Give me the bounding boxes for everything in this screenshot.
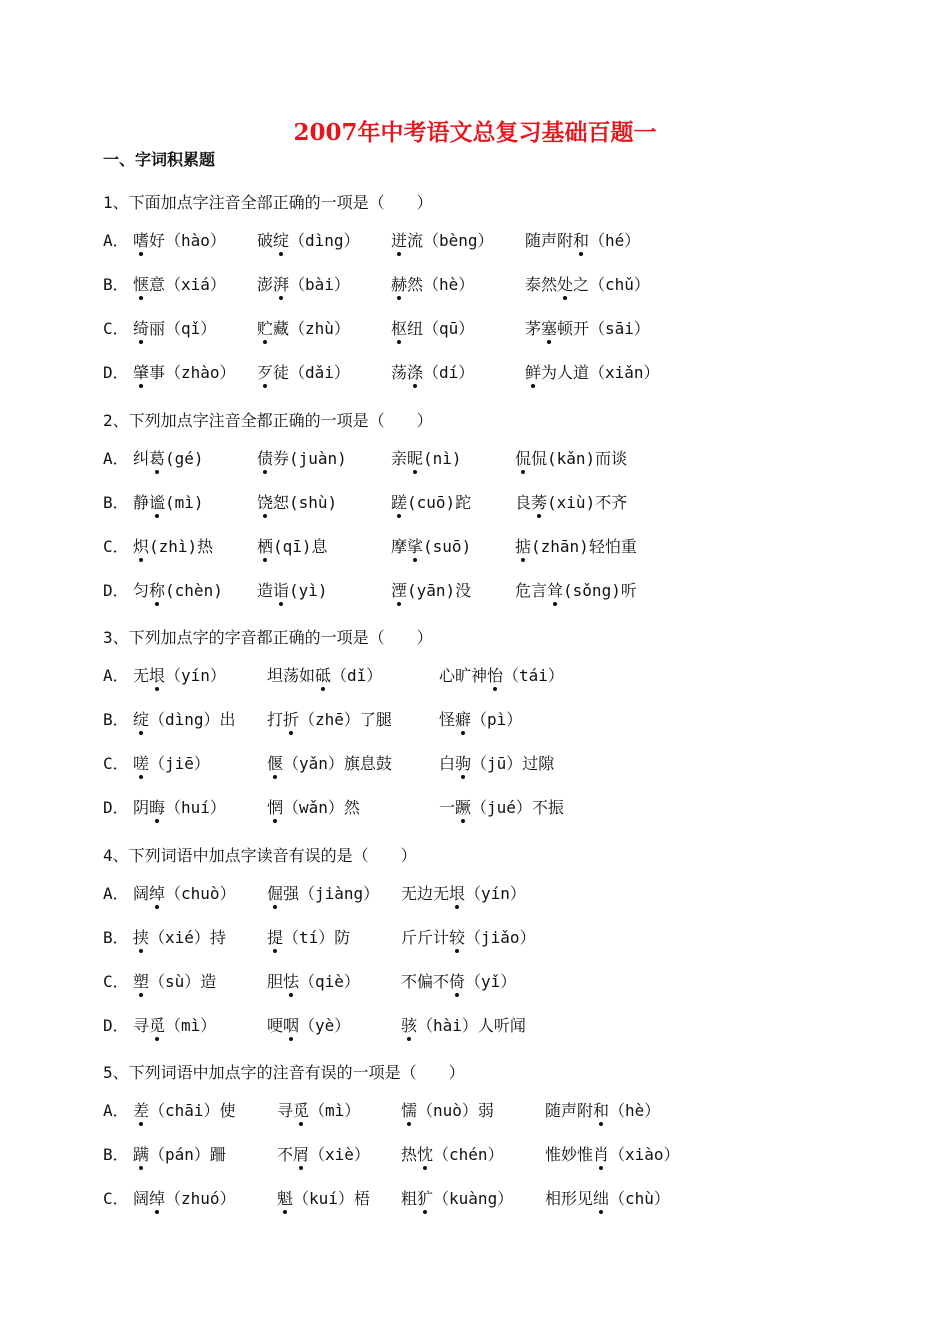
option-item (277, 1142, 370, 1165)
option-letter: B． (103, 493, 129, 512)
option-text: 泰然 (525, 275, 558, 294)
option-letter: D． (103, 1016, 129, 1035)
option-text: 纠 (133, 449, 150, 468)
option-text: （pì） (471, 710, 523, 729)
option-text: （hé） (589, 231, 641, 250)
option-row (103, 272, 863, 296)
option-item (525, 272, 650, 295)
dotted-character: 肇 (133, 360, 149, 383)
option-letter: A． (103, 449, 129, 468)
option-text: (nì) (423, 449, 462, 468)
dotted-character: 鲜 (525, 360, 541, 383)
dotted-character: 葛 (149, 446, 165, 469)
option-text: （jū）过隙 (471, 754, 555, 773)
dotted-character: 驹 (455, 751, 471, 774)
dotted-character: 砥 (315, 663, 331, 686)
option-text: （yǎn）旗息鼓 (283, 754, 392, 773)
option-text: 徒（dǎi） (273, 363, 350, 382)
option-text: （mì） (165, 1016, 217, 1035)
option-text: （jué）不振 (471, 798, 564, 817)
option-item (133, 1186, 236, 1209)
option-text: 一 (439, 798, 456, 817)
option-text: (mì) (165, 493, 204, 512)
dotted-character: 犷 (417, 1186, 433, 1209)
option-text: 丽（qǐ） (149, 319, 217, 338)
dotted-character: 魁 (277, 1186, 293, 1209)
option-text: 荡 (391, 363, 408, 382)
dotted-character: 绽 (133, 707, 149, 730)
option-text: 意（xiá） (149, 275, 226, 294)
option-item (133, 1013, 216, 1036)
option-text: （chù） (609, 1189, 670, 1208)
dotted-character: 咽 (283, 1013, 299, 1036)
dotted-character: 贮 (257, 316, 273, 339)
dotted-character: 称 (149, 578, 165, 601)
option-letter: C． (103, 972, 129, 991)
option-text: 寻 (133, 1016, 150, 1035)
dotted-character: 掂 (515, 534, 531, 557)
option-text: （huí） (165, 798, 226, 817)
option-text: （dí） (423, 363, 475, 382)
option-item (133, 969, 216, 992)
option-text: （xié）持 (149, 928, 226, 947)
option-item (267, 969, 360, 992)
dotted-character: 偃 (267, 751, 283, 774)
option-item (391, 534, 471, 557)
option-text: 亲 (391, 449, 408, 468)
dotted-character: 怯 (283, 969, 299, 992)
dotted-character: 较 (449, 925, 465, 948)
option-item (439, 795, 564, 818)
option-item (133, 446, 204, 469)
option-text: 阴 (133, 798, 150, 817)
dotted-character: 倔 (267, 881, 283, 904)
option-text: 胆 (267, 972, 284, 991)
option-text: 热 (401, 1145, 418, 1164)
option-letter: A． (103, 666, 129, 685)
option-row (103, 969, 863, 993)
option-text: 哽 (267, 1016, 284, 1035)
dotted-character: 觅 (149, 1013, 165, 1036)
option-item (257, 446, 347, 469)
option-item (401, 881, 526, 904)
dotted-character: 处 (557, 272, 573, 295)
option-text: 藏（zhù） (273, 319, 350, 338)
option-item (257, 578, 328, 601)
option-item (401, 1186, 513, 1209)
option-text: (zhān)轻怕重 (531, 537, 637, 556)
option-item (133, 228, 226, 251)
option-text: （chāi）使 (149, 1101, 236, 1120)
option-text: (yān)没 (407, 581, 472, 600)
option-text: 券(juàn) (273, 449, 347, 468)
option-item (267, 751, 392, 774)
option-text: （kuí）梧 (293, 1189, 370, 1208)
option-item (257, 272, 350, 295)
dotted-character: 塑 (133, 969, 149, 992)
option-item (267, 925, 350, 948)
option-text: 随声附 (525, 231, 574, 250)
option-row (103, 663, 863, 687)
option-row (103, 316, 863, 340)
option-text: 茅 (525, 319, 542, 338)
option-text: 好（hào） (149, 231, 226, 250)
option-text: （mì） (309, 1101, 361, 1120)
dotted-character: 栖 (257, 534, 273, 557)
option-text: （hài）人听闻 (417, 1016, 526, 1035)
option-text: （dìng） (289, 231, 360, 250)
option-text: （nuò）弱 (417, 1101, 494, 1120)
option-row (103, 925, 863, 949)
option-item (133, 751, 210, 774)
option-text: (chèn) (165, 581, 223, 600)
dotted-character: 垠 (449, 881, 465, 904)
option-text: 然（hè） (407, 275, 475, 294)
option-item (545, 1142, 680, 1165)
option-text: 粗 (401, 1189, 418, 1208)
option-item (525, 360, 660, 383)
option-text: （sù）造 (149, 972, 217, 991)
option-row (103, 534, 863, 558)
page-title: 2007年中考语文总复习基础百题一 (293, 119, 657, 146)
option-text: （xiào） (609, 1145, 680, 1164)
dotted-character: 倚 (449, 969, 465, 992)
option-text: 良 (515, 493, 532, 512)
option-item (277, 1186, 370, 1209)
dotted-character: 惬 (133, 272, 149, 295)
option-item (391, 360, 474, 383)
option-letter: D． (103, 363, 129, 382)
option-text: （yǐ） (465, 972, 517, 991)
dotted-character: 嗜 (133, 228, 149, 251)
option-item (257, 534, 328, 557)
option-item (391, 272, 474, 295)
option-letter: B． (103, 928, 129, 947)
option-item (267, 881, 379, 904)
option-text: （zhuó） (165, 1189, 236, 1208)
dotted-character: 嗟 (133, 751, 149, 774)
option-letter: C． (103, 1189, 129, 1208)
option-item (401, 1142, 504, 1165)
option-row (103, 1013, 863, 1037)
question-stem: 3、下列加点字的字音都正确的一项是（ ） (103, 628, 433, 647)
dotted-character: 湮 (391, 578, 407, 601)
option-text: （hè） (609, 1101, 661, 1120)
option-text: （tái） (503, 666, 564, 685)
dotted-character: 忱 (417, 1142, 433, 1165)
option-text: 无边无 (401, 884, 450, 903)
dotted-character: 莠 (531, 490, 547, 513)
option-row (103, 446, 863, 470)
option-text: 寻 (277, 1101, 294, 1120)
dotted-character: 晦 (149, 795, 165, 818)
option-text: 澎 (257, 275, 274, 294)
option-item (133, 578, 223, 601)
option-letter: C． (103, 754, 129, 773)
option-letter: B． (103, 710, 129, 729)
option-item (525, 228, 640, 251)
question-stem: 4、下列词语中加点字读音有误的是（ ） (103, 846, 417, 865)
option-text: (zhì)热 (149, 537, 214, 556)
option-text: 顿开（sāi） (557, 319, 650, 338)
option-letter: C． (103, 319, 129, 338)
option-item (391, 578, 471, 601)
option-letter: D． (103, 798, 129, 817)
dotted-character: 绰 (149, 1186, 165, 1209)
dotted-character: 提 (267, 925, 283, 948)
option-text: （xiè） (309, 1145, 370, 1164)
option-letter: A． (103, 884, 129, 903)
option-text: （chuò） (165, 884, 236, 903)
option-item (257, 490, 337, 513)
option-item (133, 490, 204, 513)
option-text: 阔 (133, 884, 150, 903)
option-item (133, 663, 226, 686)
option-text: 随声附 (545, 1101, 594, 1120)
option-row (103, 578, 863, 602)
option-row (103, 707, 863, 731)
dotted-character: 债 (257, 446, 273, 469)
option-text: （qiè） (299, 972, 360, 991)
option-item (257, 360, 350, 383)
dotted-character: 癖 (455, 707, 471, 730)
option-text: 之（chǔ） (573, 275, 650, 294)
dotted-character: 歹 (257, 360, 273, 383)
option-item (133, 795, 226, 818)
option-item (391, 316, 474, 339)
option-row (103, 751, 863, 775)
option-text: 不偏不 (401, 972, 450, 991)
dotted-character: 谧 (149, 490, 165, 513)
option-text: 恕(shù) (273, 493, 338, 512)
dotted-character: 蹶 (455, 795, 471, 818)
dotted-character: 绰 (149, 881, 165, 904)
dotted-character: 蹒 (133, 1142, 149, 1165)
option-text: 怪 (439, 710, 456, 729)
option-row (103, 228, 863, 252)
option-text: 流（bèng） (407, 231, 494, 250)
question-stem: 2、下列加点字注音全都正确的一项是（ ） (103, 411, 433, 430)
dotted-character: 炽 (133, 534, 149, 557)
option-letter: A． (103, 1101, 129, 1120)
option-item (525, 316, 650, 339)
dotted-character: 和 (573, 228, 589, 251)
dotted-character: 赫 (391, 272, 407, 295)
option-row (103, 1186, 863, 1210)
option-text: （zhē）了腿 (299, 710, 392, 729)
option-item (439, 707, 522, 730)
option-item (515, 534, 637, 557)
dotted-character: 绮 (133, 316, 149, 339)
option-text: (sǒng)听 (563, 581, 637, 600)
option-text: （tí）防 (283, 928, 351, 947)
option-item (515, 446, 627, 469)
option-item (133, 316, 216, 339)
option-item (267, 663, 382, 686)
dotted-character: 塞 (541, 316, 557, 339)
dotted-character: 蹉 (391, 490, 407, 513)
option-item (391, 490, 471, 513)
option-text: 相形见 (545, 1189, 594, 1208)
option-item (515, 490, 627, 513)
option-item (133, 1142, 226, 1165)
option-text: （jiǎo） (465, 928, 536, 947)
option-text: 匀 (133, 581, 150, 600)
dotted-character: 折 (283, 707, 299, 730)
dotted-character: 耸 (547, 578, 563, 601)
dotted-character: 挲 (407, 534, 423, 557)
option-text: 无 (133, 666, 150, 685)
option-row (103, 490, 863, 514)
option-text: （yè） (299, 1016, 351, 1035)
question-stem: 1、下面加点字注音全部正确的一项是（ ） (103, 193, 433, 212)
option-letter: B． (103, 275, 129, 294)
option-item (401, 925, 536, 948)
option-text: 为人道（xiǎn） (541, 363, 660, 382)
option-item (133, 534, 213, 557)
option-text: 坦荡如 (267, 666, 316, 685)
dotted-character: 垠 (149, 663, 165, 686)
option-item (267, 795, 360, 818)
option-text: （dǐ） (331, 666, 383, 685)
option-row (103, 360, 863, 384)
option-row (103, 881, 863, 905)
option-row (103, 1142, 863, 1166)
dotted-character: 饶 (257, 490, 273, 513)
option-text: (suō) (423, 537, 472, 556)
dotted-character: 诣 (273, 578, 289, 601)
dotted-character: 迸 (391, 228, 407, 251)
option-item (257, 228, 360, 251)
option-item (133, 272, 226, 295)
option-item (545, 1098, 660, 1121)
dotted-character: 绽 (273, 228, 289, 251)
option-text: 造 (257, 581, 274, 600)
option-text: 摩 (391, 537, 408, 556)
option-item (133, 881, 236, 904)
option-item (133, 360, 236, 383)
dotted-character: 昵 (407, 446, 423, 469)
option-item (545, 1186, 670, 1209)
section-heading: 一、字词积累题 (103, 150, 216, 169)
dotted-character: 和 (593, 1098, 609, 1121)
option-item (257, 316, 350, 339)
option-text: (cuō)跎 (407, 493, 472, 512)
option-item (277, 1098, 360, 1121)
option-text: 不 (277, 1145, 294, 1164)
option-text: 打 (267, 710, 284, 729)
option-text: 阔 (133, 1189, 150, 1208)
option-item (401, 1098, 494, 1121)
option-text: 危言 (515, 581, 548, 600)
option-text: （pán）跚 (149, 1145, 226, 1164)
option-item (267, 1013, 350, 1036)
option-text: (yì) (289, 581, 328, 600)
dotted-character: 侃 (515, 446, 531, 469)
option-text: （kuàng） (433, 1189, 514, 1208)
option-text: 破 (257, 231, 274, 250)
option-text: 斤斤计 (401, 928, 450, 947)
option-letter: B． (103, 1145, 129, 1164)
option-text: 侃(kǎn)而谈 (531, 449, 628, 468)
option-item (515, 578, 637, 601)
dotted-character: 枢 (391, 316, 407, 339)
dotted-character: 觅 (293, 1098, 309, 1121)
option-text: （yín） (165, 666, 226, 685)
option-item (439, 663, 564, 686)
option-item (391, 446, 462, 469)
dotted-character: 挟 (133, 925, 149, 948)
option-item (267, 707, 392, 730)
option-text: （yín） (465, 884, 526, 903)
dotted-character: 肖 (593, 1142, 609, 1165)
dotted-character: 骇 (401, 1013, 417, 1036)
dotted-character: 湃 (273, 272, 289, 295)
option-text: （wǎn）然 (283, 798, 360, 817)
option-text: 事（zhào） (149, 363, 236, 382)
option-item (391, 228, 494, 251)
option-item (133, 925, 226, 948)
option-text: 纽（qū） (407, 319, 475, 338)
option-text: 惟妙惟 (545, 1145, 594, 1164)
dotted-character: 绌 (593, 1186, 609, 1209)
option-letter: C． (103, 537, 129, 556)
option-row (103, 795, 863, 819)
option-item (133, 707, 236, 730)
option-item (133, 1098, 236, 1121)
option-item (439, 751, 554, 774)
option-text: 心旷神 (439, 666, 488, 685)
option-text: (qī)息 (273, 537, 328, 556)
dotted-character: 涤 (407, 360, 423, 383)
dotted-character: 懦 (401, 1098, 417, 1121)
option-text: 静 (133, 493, 150, 512)
option-item (401, 1013, 526, 1036)
question-stem: 5、下列词语中加点字的注音有误的一项是（ ） (103, 1063, 465, 1082)
option-text: 强（jiàng） (283, 884, 380, 903)
option-item (401, 969, 516, 992)
option-text: (xiù)不齐 (547, 493, 628, 512)
option-letter: A． (103, 231, 129, 250)
option-text: 白 (439, 754, 456, 773)
dotted-character: 差 (133, 1098, 149, 1121)
dotted-character: 惘 (267, 795, 283, 818)
option-text: （dìng）出 (149, 710, 236, 729)
dotted-character: 屑 (293, 1142, 309, 1165)
option-text: (gé) (165, 449, 204, 468)
option-text: （chén） (433, 1145, 504, 1164)
option-row (103, 1098, 863, 1122)
option-text: （bài） (289, 275, 350, 294)
option-letter: D． (103, 581, 129, 600)
dotted-character: 怡 (487, 663, 503, 686)
option-text: （jiē） (149, 754, 210, 773)
